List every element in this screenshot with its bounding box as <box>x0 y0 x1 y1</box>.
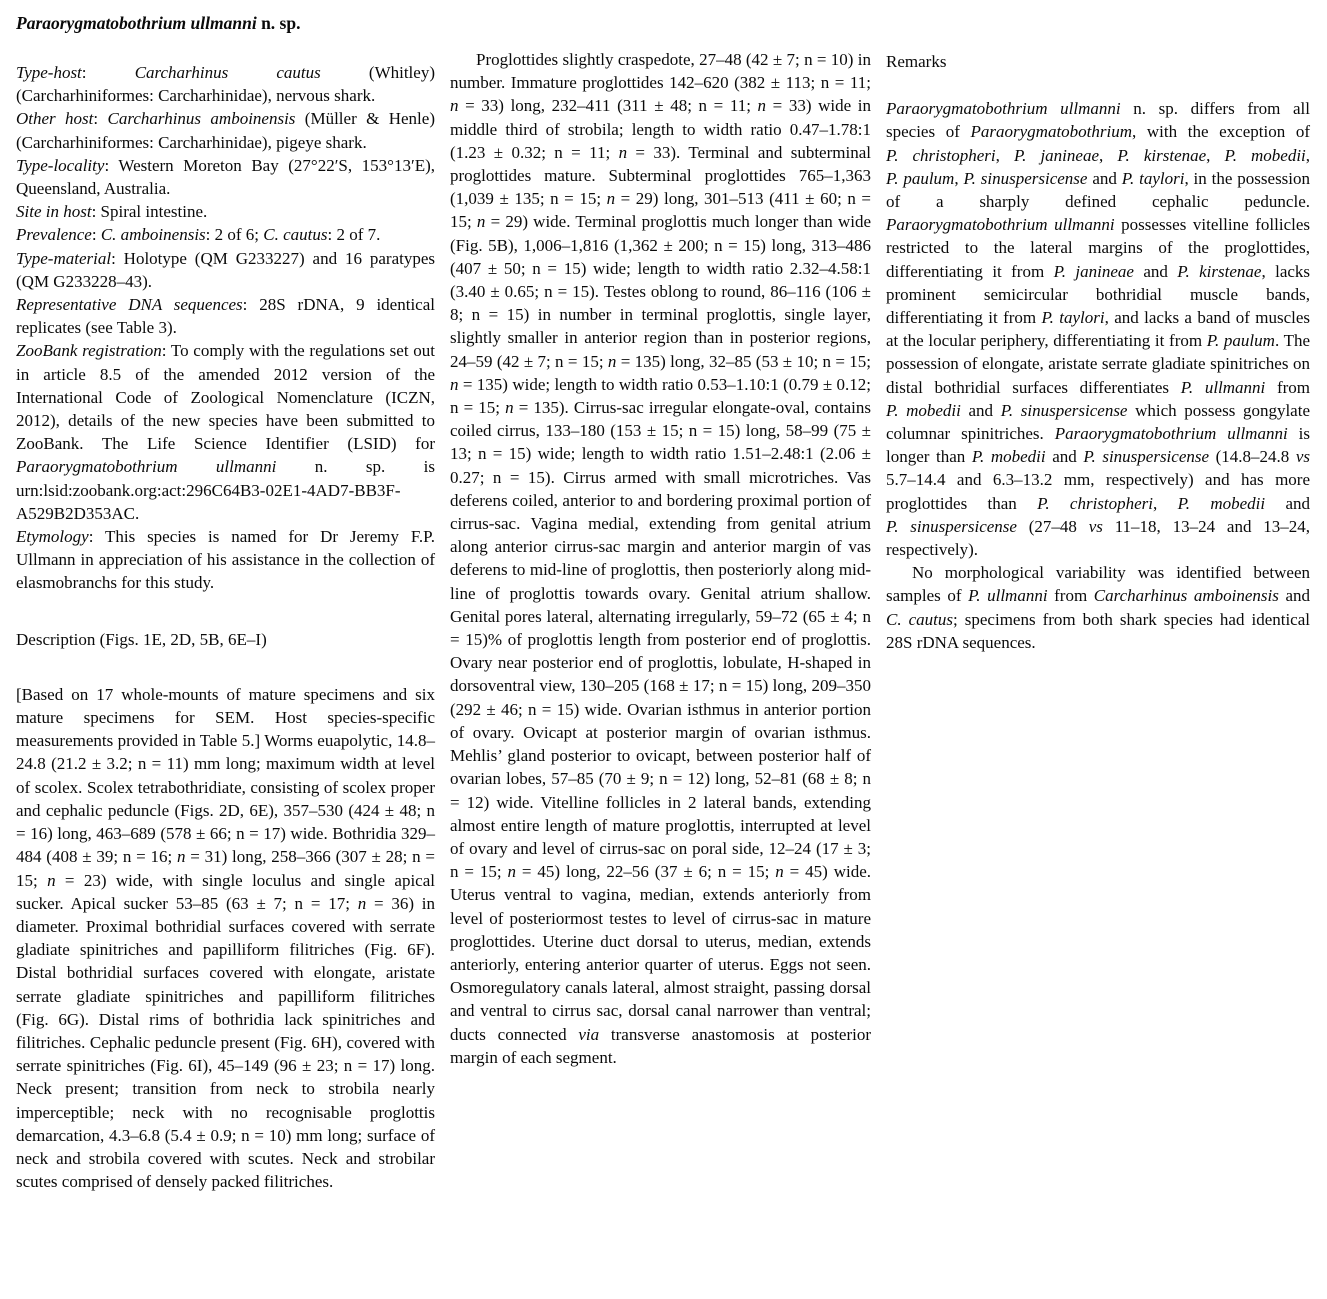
taxonomy-entry-type-locality: Type-locality: Western Moreton Bay (27°22′S, 153°13′E), Queensland, Australia. <box>16 155 435 199</box>
right-column <box>886 12 1310 1193</box>
remarks-heading: Remarks <box>886 52 947 71</box>
description-continued-paragraph: Proglottides slightly craspedote, 27–48 (42 ± 7; n = 10) in number. Immature proglottides 142–620 (382 ± 113; n = 11; n = 33) long, 232–411 (311 ± 48; n = 11; n = 33) wide in middle third of strobila; length to width ratio 0.47–1.78:1 (1.23 ± 0.32; n = 11; n = 33). Terminal and subterminal proglottides mature. Subterminal proglottides 765–1,363 (1,039 ± 135; n = 15; n = 29) long, 301–513 (411 ± 60; n = 15; n = 29) wide. Terminal proglottis much longer than wide (Fig. 5B), 1,006–1,816 (1,362 ± 200; n = 15) long, 313–486 (407 ± 50; n = 15) wide; length to width ratio 2.32–4.58:1 (3.40 ± 0.65; n = 15). Testes oblong to round, 86–116 (106 ± 8; n = 15) in number in terminal proglottis, single layer, slightly smaller in anterior region than in posterior regions, 24–59 (42 ± 7; n = 15; n = 135) long, 32–85 (53 ± 10; n = 15; n = 135) wide; length to width ratio 0.53–1.10:1 (0.79 ± 0.12; n = 15; n = 135). Cirrus-sac irregular elongate-oval, contains coiled cirrus, 133–180 (153 ± 15; n = 15) long, 58–99 (75 ± 13; n = 15) wide; length to width ratio 1.51–2.48:1 (2.06 ± 0.27; n = 15). Cirrus armed with small microtriches. Vas deferens coiled, anterior to and bordering proximal portion of cirrus-sac. Vagina medial, extending from genital atrium along anterior cirrus-sac margin and anterior margin of vas deferens to mid-line of proglottis, then posteriorly along mid-line of proglottis towards ovary. Genital atrium shallow. Genital pores lateral, alternating irregularly, 59–72 (65 ± 4; n = 15)% of proglottis length from posterior end of proglottis. Ovary near posterior end of proglottis, lobulate, H-shaped in dorsoventral view, 130–205 (168 ± 17; n = 15) long, 209–350 (292 ± 46; n = 15) wide. Ovarian isthmus in anterior portion of ovary. Ovicapt at posterior margin of ovarian isthmus. Mehlis’ gland posterior to ovicapt, between posterior half of ovarian lobes, 57–85 (70 ± 9; n = 12) long, 52–81 (68 ± 8; n = 12) wide. Vitelline follicles in 2 lateral bands, extending almost entire length of mature proglottis, interrupted at level of ovary and level of cirrus-sac on poral side, 12–24 (17 ± 3; n = 15; n = 45) long, 22–56 (37 ± 6; n = 15; n = 45) wide. Uterus ventral to vagina, median, extends anteriorly from level of posteriormost testes to level of cirrus-sac in mature proglottides. Uterine duct dorsal to uterus, median, extends anteriorly, entering anterior quarter of uterus. Eggs not seen. Osmoregulatory canals lateral, almost straight, passing dorsal and ventral to cirrus sac, dorsal canal narrower than ventral; ducts connected via transverse anastomosis at posterior margin of each segment. <box>450 50 872 1067</box>
taxonomy-entry-dna-sequences: Representative DNA sequences: 28S rDNA, 9 identical replicates (see Table 3). <box>16 295 435 338</box>
description-paragraph: [Based on 17 whole-mounts of mature specimens and six mature specimens for SEM. Host species-specific measurements provided in Table 5.] Worms euapolytic, 14.8–24.8 (21.2 ± 3.2; n = 11) mm long; maximum width at level of scolex. Scolex tetrabothridiate, consisting of scolex proper and cephalic peduncle (Figs. 2D, 6E), 357–530 (424 ± 48; n = 16) long, 463–689 (578 ± 66; n = 17) wide. Bothridia 329–484 (408 ± 39; n = 16; n = 31) long, 258–366 (307 ± 28; n = 15; n = 23) wide, with single loculus and single apical sucker. Apical sucker 53–85 (63 ± 7; n = 17; n = 36) in diameter. Proximal bothridial surfaces covered with serrate gladiate spinitriches and papilliform filitriches (Fig. 6F). Distal bothridial surfaces covered with elongate, aristate serrate gladiate spinitriches and papilliform filitriches (Fig. 6G). Distal rims of bothridia lack spinitriches and filitriches. Cephalic peduncle present (Fig. 6H), covered with serrate spinitriches (Fig. 6I), 45–149 (96 ± 23; n = 17) long. Neck present; transition from neck to strobila nearly imperceptible; neck with no recognisable proglottis demarcation, 4.3–6.8 (5.4 ± 0.9; n = 10) mm long; surface of neck and strobila covered with scutes. Neck and strobilar scutes comprised of densely packed filitriches. <box>16 684 435 1192</box>
taxonomy-entry-zoobank: ZooBank registration: To comply with the regulations set out in article 8.5 of the amended 2012 version of the International Code of Zoological Nomenclature (ICZN, 2012), details of the new species have been submitted to ZooBank. The Life Science Identifier (LSID) for Paraorygmatobothrium ullmanni n. sp. is urn:lsid:zoobank.org:act:296C64B3-02E1-4AD7-BB3F-A529B2D353AC. <box>16 341 435 523</box>
taxonomy-entry-prevalence: Prevalence: C. amboinensis: 2 of 6; C. cautus: 2 of 7. <box>16 225 381 245</box>
remarks-paragraph-1: Paraorygmatobothrium ullmanni n. sp. differs from all species of Paraorygmatobothrium, with the exception of P. christopheri, P. janineae, P. kirstenae, P. mobedii, P. paulum, P. sinuspersicense and P. taylori, in the possession of a sharply defined cephalic peduncle. Paraorygmatobothrium ullmanni possesses vitelline follicles restricted to the lateral margins of the proglottides, differentiating it from P. janineae and P. kirstenae, lacks prominent semicircular bothridial muscle bands, differentiating it from P. taylori, and lacks a band of muscles at the locular periphery, differentiating it from P. paulum. The possession of elongate, aristate serrate gladiate spinitriches on distal bothridial surfaces differentiates P. ullmanni from P. mobedii and P. sinuspersicense which possess gongylate columnar spinitriches. Paraorygmatobothrium ullmanni is longer than P. mobedii and P. sinuspersicense (14.8–24.8 vs 5.7–14.4 and 6.3–13.2 mm, respectively) and has more proglottides than P. christopheri, P. mobedii and P. sinuspersicense (27–48 vs 11–18, 13–24 and 13–24, respectively). <box>886 99 1311 560</box>
description-heading: Description (Figs. 1E, 2D, 5B, 6E–I) <box>16 629 267 649</box>
left-column <box>16 12 435 1193</box>
taxonomy-entry-type-material: Type-material: Holotype (QM G233227) and 16 paratypes (QM G233228–43). <box>16 248 435 291</box>
three-column-layout <box>16 12 1311 1193</box>
middle-column <box>450 12 871 1193</box>
taxonomy-entry-etymology: Etymology: This species is named for Dr Jeremy F.P. Ullmann in appreciation of his assistance in the collection of elasmobranchs for this study. <box>16 527 435 593</box>
taxonomy-entry-other-host: Other host: Carcharhinus amboinensis (Müller & Henle) (Carcharhiniformes: Carcharhinidae), pigeye shark. <box>16 109 435 152</box>
species-title: Paraorygmatobothrium ullmanni n. sp. <box>16 13 301 33</box>
taxonomy-summary <box>16 61 435 595</box>
taxonomy-entry-type-host: Type-host: Carcharhinus cautus (Whitley) (Carcharhiniformes: Carcharhinidae), nervous shark. <box>16 63 435 106</box>
remarks-paragraph-2: No morphological variability was identified between samples of P. ullmanni from Carcharhinus amboinensis and C. cautus; specimens from both shark species had identical 28S rDNA sequences. <box>886 563 1310 652</box>
taxonomy-entry-site-in-host: Site in host: Spiral intestine. <box>16 202 208 222</box>
